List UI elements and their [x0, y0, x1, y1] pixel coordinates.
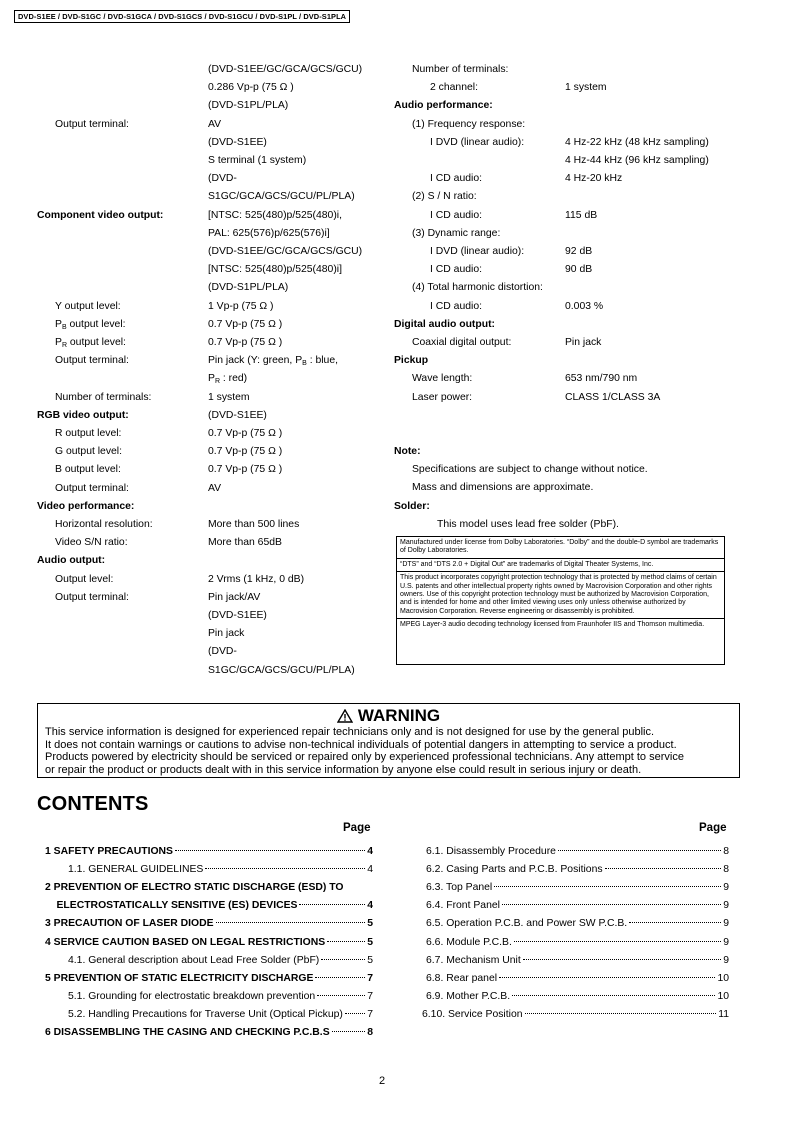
- spec-label-text: Y output level:: [55, 300, 121, 312]
- spec-label: [55, 354, 129, 367]
- toc-entry[interactable]: [45, 845, 373, 859]
- toc-entry-title: 6.7. Mechanism Unit: [426, 954, 521, 966]
- spec-value-text: PAL: 625(576)p/625(576)i]: [208, 227, 330, 239]
- spec-label-text: RGB video output:: [37, 409, 129, 421]
- toc-entry[interactable]: [68, 1008, 373, 1022]
- spec-value: [208, 263, 342, 276]
- page-column-header: Page: [699, 822, 727, 834]
- toc-dot-leader: [317, 994, 365, 996]
- spec-value: [565, 391, 660, 404]
- warning-line: This service information is designed for experienced repair technicians only and is not designed for use by the general public.: [45, 726, 655, 738]
- spec-value: [565, 154, 709, 167]
- spec-value-text: 0.7 Vp-p (75 Ω ): [208, 446, 283, 458]
- spec-label-text: Laser power:: [412, 391, 473, 403]
- toc-entry[interactable]: [426, 954, 729, 968]
- spec-label-text: Number of terminals:: [412, 64, 509, 75]
- spec-value-text: 1 Vp-p (75 Ω ): [208, 300, 274, 312]
- contents-title: CONTENTS: [37, 793, 149, 815]
- spec-value-text: AV: [208, 482, 222, 494]
- toc-entry[interactable]: [68, 863, 373, 877]
- spec-label: [37, 554, 105, 567]
- toc-entry-title: 1 SAFETY PRECAUTIONS: [45, 846, 173, 857]
- spec-value: [208, 336, 282, 349]
- spec-value-text: : red): [220, 373, 248, 385]
- spec-value: [208, 209, 342, 222]
- spec-label: [430, 209, 482, 222]
- spec-label: [55, 318, 126, 334]
- toc-page-number: 5: [367, 936, 373, 948]
- spec-value-text: S1GC/GCA/GCS/GCU/PL/PLA): [208, 191, 355, 203]
- toc-entry-title: 4 SERVICE CAUTION BASED ON LEGAL RESTRICTIONS: [45, 936, 326, 948]
- toc-dot-leader: [327, 940, 365, 942]
- toc-page-number: 9: [723, 936, 729, 948]
- spec-value-text: 115 dB: [565, 209, 598, 221]
- spec-label: [430, 300, 482, 313]
- spec-value-text: 4 Hz-44 kHz (96 kHz sampling): [565, 155, 709, 166]
- toc-entry[interactable]: [426, 917, 729, 931]
- toc-page-number: 4: [367, 864, 373, 876]
- toc-entry-title: 6.8. Rear panel: [426, 972, 498, 984]
- toc-entry[interactable]: [57, 899, 374, 913]
- model-header: DVD-S1EE / DVD-S1GC / DVD-S1GCA / DVD-S1GCS / DVD-S1GCU / DVD-S1PL / DVD-S1PLA: [14, 10, 350, 23]
- toc-page-number: 9: [723, 900, 729, 912]
- spec-label-subscript: B: [61, 323, 67, 331]
- spec-value: [208, 573, 304, 586]
- toc-entry[interactable]: [422, 1008, 729, 1022]
- toc-entry[interactable]: [426, 863, 729, 877]
- spec-label-text: I CD audio:: [430, 300, 482, 312]
- spec-label: [412, 227, 500, 240]
- spec-value: [208, 227, 330, 240]
- spec-value-text: 1 system: [565, 82, 607, 94]
- note-line: Mass and dimensions are approximate.: [412, 482, 594, 493]
- solder-heading: Solder:: [394, 501, 430, 512]
- spec-value-text: 90 dB: [565, 264, 593, 276]
- toc-entry-title: 1.1. GENERAL GUIDELINES: [68, 864, 204, 876]
- toc-dot-leader: [216, 921, 366, 923]
- spec-value: [208, 427, 282, 440]
- note-heading: Note:: [394, 446, 421, 457]
- toc-dot-leader: [332, 1030, 366, 1032]
- spec-label-text: Wave length:: [412, 373, 473, 385]
- toc-entry-title: 2 PREVENTION OF ELECTRO STATIC DISCHARGE (ESD) TO: [45, 882, 344, 894]
- toc-entry[interactable]: [45, 972, 373, 986]
- spec-value: [208, 627, 244, 640]
- spec-value-text: CLASS 1/CLASS 3A: [565, 391, 661, 403]
- spec-value-text: (DVD-S1EE): [208, 610, 267, 621]
- spec-value-text: (DVD-S1EE/GC/GCA/GCS/GCU): [208, 64, 363, 75]
- toc-page-number: 9: [723, 954, 729, 966]
- spec-label-text: Output terminal:: [55, 355, 129, 367]
- spec-value: [208, 190, 355, 203]
- mpeg-notice: MPEG Layer-3 audio decoding technology licensed from Fraunhofer IIS and Thomson multimedia.: [400, 621, 705, 629]
- spec-value: [208, 281, 288, 294]
- toc-entry-title: 6.10. Service Position: [422, 1008, 523, 1020]
- spec-label-text: Audio performance:: [394, 100, 493, 112]
- toc-dot-leader: [605, 867, 722, 869]
- spec-value-text: More than 65dB: [208, 537, 282, 549]
- spec-value-text: S1GC/GCA/GCS/GCU/PL/PLA): [208, 664, 355, 676]
- spec-label-text: P: [55, 318, 62, 330]
- spec-value: [208, 445, 282, 458]
- spec-label-text: P: [55, 337, 62, 348]
- toc-entry-title: 6.5. Operation P.C.B. and Power SW P.C.B.: [426, 918, 628, 930]
- spec-label-text: Number of terminals:: [55, 391, 152, 403]
- toc-dot-leader: [502, 903, 721, 905]
- toc-entry-title: 6.9. Mother P.C.B.: [426, 990, 511, 1002]
- spec-label: [55, 427, 121, 440]
- spec-value: [208, 154, 306, 167]
- spec-label: [55, 300, 121, 313]
- spec-value: [208, 99, 288, 112]
- toc-dot-leader: [299, 903, 365, 905]
- spec-value: [208, 482, 221, 495]
- spec-label-text: Component video output:: [37, 209, 164, 221]
- spec-label-text: Audio output:: [37, 555, 106, 567]
- spec-label-text: I CD audio:: [430, 209, 482, 221]
- spec-label: [412, 63, 508, 76]
- toc-entry-title: 6.6. Module P.C.B.: [426, 936, 512, 948]
- spec-value-text: [NTSC: 525(480)p/525(480)i]: [208, 264, 342, 276]
- spec-label: [394, 354, 428, 367]
- spec-value: [565, 172, 622, 185]
- spec-label-text: (3) Dynamic range:: [412, 227, 501, 239]
- spec-value: [208, 318, 282, 331]
- toc-page-number: 10: [717, 972, 729, 984]
- spec-label-text: Pickup: [394, 355, 429, 367]
- spec-value-text: AV: [208, 118, 222, 130]
- toc-dot-leader: [345, 1012, 365, 1014]
- spec-value-text: 92 dB: [565, 246, 593, 257]
- toc-entry[interactable]: [426, 845, 729, 859]
- spec-value: [208, 591, 260, 604]
- toc-dot-leader: [525, 1012, 717, 1014]
- toc-entry[interactable]: [45, 917, 373, 931]
- toc-entry[interactable]: [426, 990, 729, 1004]
- toc-entry-title: 3 PRECAUTION OF LASER DIODE: [45, 918, 214, 930]
- spec-value-text: Pin jack (Y: green, P: [208, 355, 303, 367]
- spec-label: [430, 263, 482, 276]
- spec-value: [565, 300, 603, 313]
- toc-page-number: 8: [723, 846, 729, 857]
- toc-entry[interactable]: [426, 972, 729, 986]
- spec-label: [430, 136, 524, 149]
- spec-value: [208, 664, 355, 677]
- spec-label-text: (4) Total harmonic distortion:: [412, 282, 543, 294]
- spec-value: [565, 372, 637, 385]
- spec-value: [208, 118, 221, 131]
- spec-value: [208, 609, 267, 622]
- spec-value-subscript: B: [302, 360, 307, 368]
- toc-entry-title: 6.2. Casing Parts and P.C.B. Positions: [426, 864, 603, 876]
- toc-entry-title: 6.1. Disassembly Procedure: [426, 846, 556, 857]
- spec-value: [208, 81, 294, 94]
- toc-page-number: 4: [367, 900, 373, 912]
- warning-line: It does not contain warnings or cautions to advise non-technical individuals of potential dangers in attempting to service a product.: [45, 738, 677, 751]
- toc-dot-leader: [512, 994, 715, 996]
- toc-page-number: 9: [723, 918, 729, 930]
- toc-entry-title: 5.2. Handling Precautions for Traverse Unit (Optical Pickup): [68, 1008, 343, 1020]
- spec-label: [394, 99, 493, 112]
- dts-notice: “DTS” and “DTS 2.0 + Digital Out” are trademarks of Digital Theater Systems, Inc.: [397, 559, 724, 572]
- spec-label-text: Digital audio output:: [394, 318, 495, 330]
- spec-label-text: I DVD (linear audio):: [430, 246, 525, 257]
- toc-entry[interactable]: [426, 936, 729, 950]
- toc-entry-title: 5.1. Grounding for electrostatic breakdown prevention: [68, 990, 316, 1002]
- spec-value: [565, 245, 592, 258]
- spec-value: [208, 63, 362, 76]
- spec-value-text: 4 Hz-22 kHz (48 kHz sampling): [565, 136, 709, 148]
- spec-value-text: More than 500 lines: [208, 519, 300, 530]
- spec-label: [412, 118, 525, 131]
- spec-value: [208, 463, 282, 476]
- spec-label-subscript: R: [61, 342, 67, 349]
- toc-page-number: 7: [367, 972, 373, 984]
- spec-value-text: 0.003 %: [565, 300, 604, 312]
- spec-label: [55, 573, 113, 586]
- spec-label-text: Video performance:: [37, 500, 135, 512]
- spec-label-text: output level:: [67, 337, 126, 348]
- spec-value: [565, 336, 601, 349]
- spec-value: [208, 409, 267, 422]
- trademark-notice-box: [396, 536, 725, 665]
- dolby-notice: Manufactured under license from Dolby Laboratories. “Dolby” and the double-D symbol are trademarks of Dolby Laboratories.: [397, 537, 724, 559]
- spec-label-text: output level:: [66, 318, 126, 330]
- spec-value-text: (DVD-S1PL/PLA): [208, 100, 289, 112]
- spec-label: [394, 318, 495, 331]
- spec-label: [412, 391, 472, 404]
- toc-dot-leader: [514, 940, 721, 942]
- toc-dot-leader: [558, 849, 721, 851]
- toc-entry[interactable]: [68, 954, 373, 968]
- spec-value-text: (DVD-S1PL/PLA): [208, 282, 289, 294]
- spec-value: [208, 300, 274, 313]
- toc-entry-title: 5 PREVENTION OF STATIC ELECTRICITY DISCHARGE: [45, 972, 314, 984]
- spec-value-text: P: [208, 373, 215, 385]
- spec-value: [208, 245, 362, 258]
- toc-dot-leader: [523, 958, 722, 960]
- spec-value-text: 0.286 Vp-p (75 Ω ): [208, 82, 294, 94]
- spec-value-subscript: R: [214, 378, 220, 386]
- page-number: 2: [379, 1075, 386, 1087]
- spec-value-text: 653 nm/790 nm: [565, 373, 638, 385]
- spec-value-text: (DVD-: [208, 173, 237, 185]
- spec-label: [55, 482, 129, 495]
- spec-label: [412, 190, 477, 203]
- spec-label: [412, 281, 543, 294]
- spec-label-text: (1) Frequency response:: [412, 118, 526, 130]
- toc-page-number: 8: [367, 1027, 373, 1038]
- toc-entry[interactable]: [45, 881, 373, 895]
- spec-value: [208, 136, 267, 149]
- spec-value: [208, 354, 338, 370]
- spec-label: [412, 372, 472, 385]
- spec-value: [208, 391, 250, 404]
- toc-dot-leader: [499, 976, 715, 978]
- spec-label-text: Output level:: [55, 573, 114, 585]
- toc-page-number: 4: [367, 846, 373, 857]
- spec-label-text: Output terminal:: [55, 118, 129, 130]
- spec-label: [55, 463, 121, 476]
- toc-entry-title: ELECTROSTATICALLY SENSITIVE (ES) DEVICES: [56, 900, 298, 912]
- spec-label: [55, 445, 122, 458]
- spec-value-text: Pin jack: [565, 337, 602, 348]
- toc-entry[interactable]: [45, 1026, 373, 1040]
- toc-entry[interactable]: [45, 936, 373, 950]
- toc-dot-leader: [175, 849, 365, 851]
- spec-label: [55, 391, 151, 404]
- spec-value-text: (DVD-S1EE): [208, 409, 267, 421]
- spec-label-text: I CD audio:: [430, 264, 482, 276]
- toc-page-number: 10: [717, 990, 729, 1002]
- toc-page-number: 9: [723, 882, 729, 894]
- spec-value-text: (DVD-S1EE/GC/GCA/GCS/GCU): [208, 246, 363, 257]
- spec-value: [208, 372, 247, 388]
- warning-line: or repair the product or products dealt with in this service information by anyone else could result in serious injury or death.: [45, 763, 642, 776]
- spec-label-text: R output level:: [55, 428, 122, 439]
- macrovision-notice: This product incorporates copyright protection technology that is protected by method claims of certain U.S. patents and other intellectual property rights owned by Macrovision Corporation and other rights owners. Use of this copyright protection technology must be authorized by Macrovision Corporation, and is intended for home and other limited viewing uses only unless otherwise authorized by Macrovision Corporation. Reverse engineering or disassembly is prohibited.: [397, 572, 724, 619]
- toc-dot-leader: [494, 885, 721, 887]
- warning-triangle-icon: [337, 708, 353, 728]
- toc-page-number: 5: [367, 918, 373, 930]
- spec-label: [55, 336, 126, 352]
- note-line: Specifications are subject to change without notice.: [412, 464, 648, 475]
- spec-label: [430, 81, 478, 94]
- toc-entry[interactable]: [426, 899, 729, 913]
- spec-label: [412, 336, 511, 349]
- spec-value-text: Pin jack: [208, 628, 245, 640]
- page-column-header: Page: [343, 822, 371, 834]
- toc-entry-title: 6 DISASSEMBLING THE CASING AND CHECKING P.C.B.S: [45, 1027, 330, 1038]
- toc-page-number: 7: [367, 1008, 373, 1020]
- toc-entry[interactable]: [68, 990, 373, 1004]
- spec-label: [430, 172, 482, 185]
- spec-label: [430, 245, 524, 258]
- toc-page-number: 7: [367, 990, 373, 1002]
- spec-label-text: (2) S / N ratio:: [412, 191, 477, 203]
- spec-value-text: 1 system: [208, 391, 250, 403]
- toc-page-number: 8: [723, 864, 729, 876]
- spec-label: [55, 591, 129, 604]
- warning-title: WARNING: [357, 706, 441, 725]
- spec-value-text: 0.7 Vp-p (75 Ω ): [208, 428, 283, 439]
- toc-page-number: 11: [718, 1008, 729, 1020]
- spec-label: [37, 409, 129, 422]
- spec-value: [208, 645, 237, 658]
- spec-value: [208, 518, 299, 531]
- spec-value-text: (DVD-: [208, 646, 237, 658]
- toc-page-number: 5: [367, 954, 373, 966]
- spec-label-text: Horizontal resolution:: [55, 519, 153, 530]
- spec-label-text: G output level:: [55, 446, 123, 458]
- warning-heading: [38, 706, 739, 726]
- spec-label-text: Video S/N ratio:: [55, 537, 128, 549]
- spec-value-text: : blue,: [306, 355, 339, 367]
- spec-label-text: Output terminal:: [55, 482, 129, 494]
- warning-box: [37, 703, 740, 778]
- spec-label-text: B output level:: [55, 464, 121, 476]
- toc-entry[interactable]: [426, 881, 729, 895]
- spec-label-text: Output terminal:: [55, 591, 129, 603]
- spec-label: [37, 500, 134, 513]
- spec-value-text: (DVD-S1EE): [208, 136, 267, 148]
- spec-label-text: I DVD (linear audio):: [430, 136, 525, 148]
- spec-value: [565, 209, 597, 222]
- spec-label: [55, 518, 153, 531]
- warning-line: Products powered by electricity should be serviced or repaired only by experienced professional technicians. Any attempt to service: [45, 751, 684, 764]
- spec-label-text: Coaxial digital output:: [412, 337, 512, 348]
- spec-value-text: 4 Hz-20 kHz: [565, 173, 623, 185]
- spec-value-text: Pin jack/AV: [208, 591, 261, 603]
- spec-value: [565, 263, 592, 276]
- spec-value-text: 2 Vrms (1 kHz, 0 dB): [208, 573, 305, 585]
- spec-label-text: I CD audio:: [430, 173, 482, 185]
- spec-value-text: 0.7 Vp-p (75 Ω ): [208, 337, 283, 348]
- toc-dot-leader: [205, 867, 365, 869]
- spec-label: [37, 209, 163, 222]
- spec-value-text: S terminal (1 system): [208, 155, 307, 166]
- toc-entry-title: 4.1. General description about Lead Free Solder (PbF): [68, 954, 320, 966]
- toc-dot-leader: [629, 921, 721, 923]
- spec-value-text: 0.7 Vp-p (75 Ω ): [208, 318, 283, 330]
- spec-value-text: 0.7 Vp-p (75 Ω ): [208, 464, 283, 476]
- toc-dot-leader: [315, 976, 365, 978]
- toc-dot-leader: [321, 958, 365, 960]
- spec-label: [55, 536, 128, 549]
- spec-value-text: [NTSC: 525(480)p/525(480)i,: [208, 209, 342, 221]
- spec-value: [208, 536, 282, 549]
- toc-entry-title: 6.4. Front Panel: [426, 900, 500, 912]
- spec-label: [55, 118, 129, 131]
- spec-value: [565, 81, 607, 94]
- spec-label-text: 2 channel:: [430, 82, 478, 94]
- solder-line: This model uses lead free solder (PbF).: [437, 519, 619, 530]
- toc-entry-title: 6.3. Top Panel: [426, 882, 493, 894]
- spec-value: [208, 172, 237, 185]
- spec-value: [565, 136, 709, 149]
